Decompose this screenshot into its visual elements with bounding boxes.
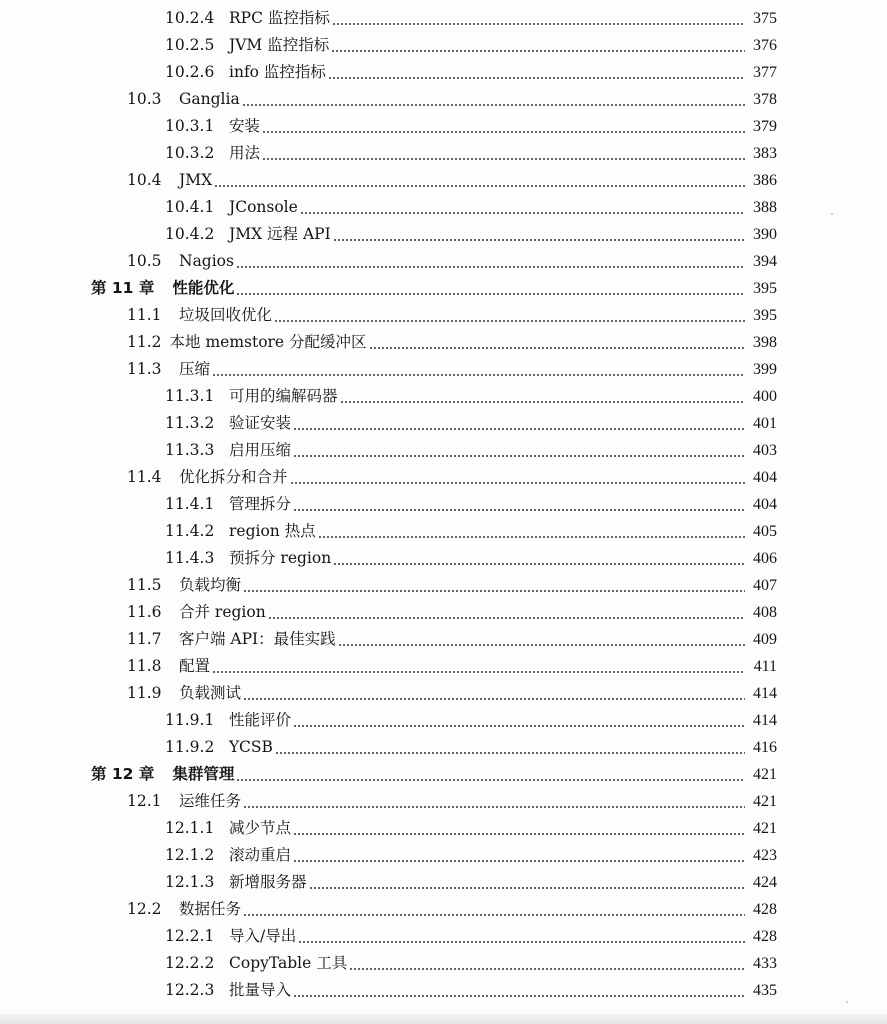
toc-entry[interactable] [0, 194, 887, 221]
entry-title: JVM 监控指标 [229, 36, 330, 54]
dot-leader [293, 437, 745, 464]
entry-number: 11.3.2 [165, 414, 215, 432]
toc-entry[interactable] [0, 815, 887, 842]
toc-entry[interactable] [0, 437, 887, 464]
entry-page-number: 405 [753, 523, 777, 540]
entry-page-number: 411 [753, 658, 777, 675]
toc-entry[interactable] [0, 572, 887, 599]
dot-leader [293, 815, 745, 842]
entry-page-number: 428 [753, 901, 777, 918]
entry-number: 12.1.3 [165, 873, 215, 891]
entry-page-number: 390 [753, 226, 777, 243]
dot-leader [214, 167, 745, 194]
entry-number: 第 11 章 [91, 279, 155, 297]
entry-number: 12.2.2 [165, 954, 215, 972]
toc-entry[interactable] [0, 464, 887, 491]
dot-leader [236, 248, 745, 275]
dot-leader [293, 977, 745, 1004]
entry-number: 10.4 [127, 171, 162, 189]
entry-number: 12.2 [127, 900, 162, 918]
entry-title: 批量导入 [229, 981, 292, 999]
toc-entry[interactable] [0, 410, 887, 437]
dot-leader [268, 599, 745, 626]
entry-title: Nagios [179, 252, 234, 270]
dot-leader [212, 356, 745, 383]
dot-leader [338, 626, 745, 653]
entry-title: Ganglia [179, 90, 240, 108]
toc-entry[interactable] [0, 680, 887, 707]
entry-title: 负载测试 [179, 684, 242, 702]
dot-leader [293, 842, 745, 869]
dot-leader [293, 707, 745, 734]
dot-leader [309, 869, 745, 896]
entry-title: 导入/导出 [229, 927, 297, 945]
toc-entry[interactable] [0, 869, 887, 896]
toc-entry[interactable] [0, 59, 887, 86]
toc-entry[interactable] [0, 356, 887, 383]
entry-number: 11.2 [127, 333, 162, 351]
toc-entry[interactable] [0, 950, 887, 977]
entry-page-number: 403 [753, 442, 777, 459]
toc-entry[interactable] [0, 167, 887, 194]
entry-page-number: 424 [753, 874, 777, 891]
dot-leader [262, 140, 745, 167]
entry-page-number: 399 [753, 361, 777, 378]
dot-leader [274, 302, 745, 329]
entry-number: 10.4.1 [165, 198, 215, 216]
entry-number: 10.3.2 [165, 144, 215, 162]
entry-number: 12.2.3 [165, 981, 215, 999]
entry-title: 运维任务 [179, 792, 242, 810]
entry-number: 11.3.1 [165, 387, 215, 405]
entry-page-number: 400 [753, 388, 777, 405]
entry-number: 11.7 [127, 630, 162, 648]
entry-page-number: 404 [753, 469, 777, 486]
entry-page-number: 421 [753, 793, 777, 810]
entry-page-number: 388 [753, 199, 777, 216]
entry-page-number: 433 [753, 955, 777, 972]
entry-page-number: 407 [753, 577, 777, 594]
dot-leader [243, 572, 745, 599]
entry-title: 配置 [179, 657, 211, 675]
entry-page-number: 383 [753, 145, 777, 162]
dot-leader [369, 329, 745, 356]
dot-leader [328, 59, 745, 86]
dot-leader [275, 734, 745, 761]
dot-leader [318, 518, 745, 545]
entry-number: 12.1.2 [165, 846, 215, 864]
entry-title: info 监控指标 [229, 63, 326, 81]
entry-title: JMX [179, 171, 213, 189]
dot-leader [243, 788, 745, 815]
entry-page-number: 379 [753, 118, 777, 135]
entry-number: 11.5 [127, 576, 162, 594]
entry-page-number: 409 [753, 631, 777, 648]
dot-leader [340, 383, 745, 410]
entry-number: 10.4.2 [165, 225, 215, 243]
entry-page-number: 414 [753, 712, 777, 729]
entry-number: 11.3.3 [165, 441, 215, 459]
entry-number: 11.4 [127, 468, 162, 486]
entry-number: 11.9.1 [165, 711, 215, 729]
scan-speck [831, 213, 833, 215]
toc-entry[interactable] [0, 626, 887, 653]
entry-number: 11.4.2 [165, 522, 215, 540]
toc-entry[interactable] [0, 32, 887, 59]
toc-entry[interactable] [0, 491, 887, 518]
toc-entry[interactable] [0, 86, 887, 113]
entry-page-number: 421 [753, 766, 777, 783]
entry-number: 10.3.1 [165, 117, 215, 135]
entry-number: 10.2.4 [165, 9, 215, 27]
entry-title: 性能优化 [172, 279, 235, 297]
entry-title: 合并 region [179, 603, 266, 621]
toc-entry[interactable] [0, 977, 887, 1004]
toc-entry[interactable] [0, 788, 887, 815]
entry-number: 11.9 [127, 684, 162, 702]
toc-entry[interactable] [0, 221, 887, 248]
dot-leader [236, 275, 745, 302]
toc-entry[interactable] [0, 5, 887, 32]
entry-number: 11.3 [127, 360, 162, 378]
entry-page-number: 376 [753, 37, 777, 54]
page-bottom-edge [0, 1014, 887, 1024]
toc-entry[interactable] [0, 140, 887, 167]
entry-title: 客户端 API：最佳实践 [179, 630, 336, 648]
entry-title: 安装 [229, 117, 261, 135]
entry-title: region 热点 [229, 522, 316, 540]
entry-page-number: 423 [753, 847, 777, 864]
dot-leader [331, 32, 745, 59]
entry-title: 减少节点 [229, 819, 292, 837]
dot-leader [293, 491, 745, 518]
toc-entry[interactable] [0, 707, 887, 734]
entry-page-number: 435 [753, 982, 777, 999]
toc-entry[interactable] [0, 599, 887, 626]
entry-number: 11.6 [127, 603, 162, 621]
table-of-contents [0, 5, 887, 1004]
entry-page-number: 414 [753, 685, 777, 702]
entry-page-number: 401 [753, 415, 777, 432]
entry-number: 11.9.2 [165, 738, 215, 756]
entry-title: CopyTable 工具 [229, 954, 348, 972]
entry-title: 数据任务 [179, 900, 242, 918]
entry-page-number: 377 [753, 64, 777, 81]
entry-number: 11.8 [127, 657, 162, 675]
entry-number: 12.1 [127, 792, 162, 810]
entry-title: JConsole [229, 198, 298, 216]
entry-title: 新增服务器 [229, 873, 307, 891]
entry-page-number: 416 [753, 739, 777, 756]
dot-leader [332, 5, 745, 32]
toc-entry[interactable] [0, 896, 887, 923]
toc-entry[interactable] [0, 923, 887, 950]
entry-title: 垃圾回收优化 [179, 306, 273, 324]
entry-title: 用法 [229, 144, 261, 162]
toc-entry[interactable] [0, 653, 887, 680]
dot-leader [262, 113, 745, 140]
entry-page-number: 395 [753, 307, 777, 324]
toc-chapter-entry[interactable] [0, 275, 887, 302]
entry-number: 11.4.3 [165, 549, 215, 567]
entry-page-number: 394 [753, 253, 777, 270]
entry-title: 管理拆分 [229, 495, 292, 513]
entry-number: 11.1 [127, 306, 162, 324]
entry-page-number: 421 [753, 820, 777, 837]
dot-leader [333, 221, 745, 248]
entry-title: 可用的编解码器 [229, 387, 338, 405]
entry-page-number: 378 [753, 91, 777, 108]
entry-title: 验证安装 [229, 414, 292, 432]
entry-title: 负载均衡 [179, 576, 242, 594]
entry-title: 启用压缩 [229, 441, 292, 459]
dot-leader [243, 896, 745, 923]
toc-entry[interactable] [0, 329, 887, 356]
entry-title: 压缩 [179, 360, 211, 378]
entry-page-number: 375 [753, 10, 777, 27]
entry-number: 10.2.6 [165, 63, 215, 81]
dot-leader [243, 680, 745, 707]
dot-leader [290, 464, 745, 491]
entry-page-number: 406 [753, 550, 777, 567]
scan-speck [846, 1001, 848, 1003]
entry-page-number: 408 [753, 604, 777, 621]
entry-page-number: 386 [753, 172, 777, 189]
entry-number: 12.1.1 [165, 819, 215, 837]
entry-title: YCSB [229, 738, 273, 756]
dot-leader [349, 950, 745, 977]
dot-leader [242, 86, 745, 113]
dot-leader [212, 653, 745, 680]
entry-page-number: 398 [753, 334, 777, 351]
entry-page-number: 428 [753, 928, 777, 945]
entry-page-number: 404 [753, 496, 777, 513]
entry-title: 性能评价 [229, 711, 292, 729]
dot-leader [298, 923, 745, 950]
toc-entry[interactable] [0, 518, 887, 545]
dot-leader [293, 410, 745, 437]
entry-title: 集群管理 [172, 765, 235, 783]
entry-title: 预拆分 region [229, 549, 332, 567]
toc-entry[interactable] [0, 545, 887, 572]
entry-page-number: 395 [753, 280, 777, 297]
entry-title: RPC 监控指标 [229, 9, 330, 27]
entry-number: 10.5 [127, 252, 162, 270]
toc-entry[interactable] [0, 842, 887, 869]
entry-number: 第 12 章 [91, 765, 155, 783]
entry-number: 10.2.5 [165, 36, 215, 54]
entry-title: 滚动重启 [229, 846, 292, 864]
dot-leader [333, 545, 745, 572]
entry-title: JMX 远程 API [229, 225, 331, 243]
toc-entry[interactable] [0, 734, 887, 761]
toc-entry[interactable] [0, 302, 887, 329]
toc-entry[interactable] [0, 248, 887, 275]
entry-number: 12.2.1 [165, 927, 215, 945]
entry-title: 本地 memstore 分配缓冲区 [169, 333, 367, 351]
dot-leader [300, 194, 745, 221]
dot-leader [236, 761, 745, 788]
entry-number: 11.4.1 [165, 495, 215, 513]
toc-entry[interactable] [0, 113, 887, 140]
entry-number: 10.3 [127, 90, 162, 108]
toc-chapter-entry[interactable] [0, 761, 887, 788]
entry-title: 优化拆分和合并 [179, 468, 288, 486]
toc-entry[interactable] [0, 383, 887, 410]
